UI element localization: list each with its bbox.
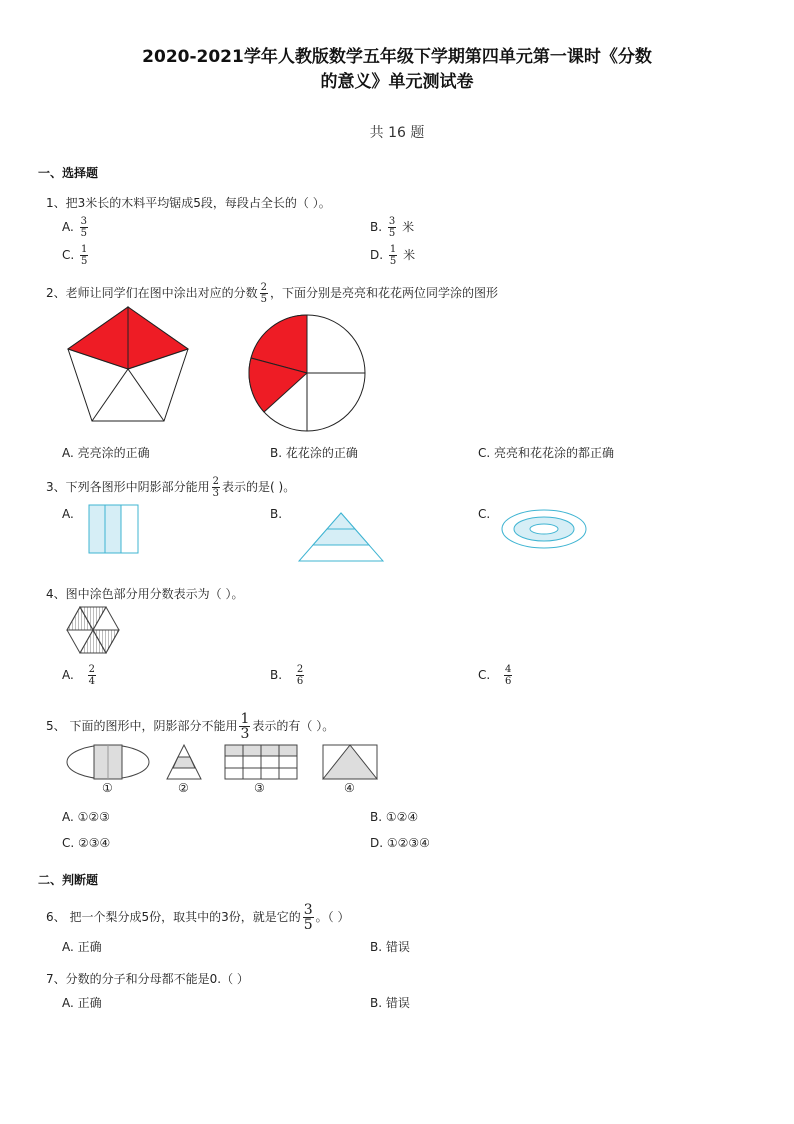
fraction: $\frac{2}{6}$ xyxy=(296,664,304,687)
q6-stem: 6、 把一个梨分成5份，取其中的3份，就是它的 $\frac{3}{5}$ 。（ ） xyxy=(46,902,350,933)
q5-stem: 5、 下面的图形中，阴影部分不能用 $\frac{1}{3}$ 表示的有（ ）。 xyxy=(46,711,335,742)
q7-option-a[interactable]: A. 正确 xyxy=(62,996,102,1010)
q6-option-b[interactable]: B. 错误 xyxy=(370,940,410,954)
q5-label-3: ③ xyxy=(254,781,265,795)
q5-option-b[interactable]: B. ①②④ xyxy=(370,810,419,824)
q2-stem: 2、老师让同学们在图中涂出对应的分数 $\frac{2}{5}$ ，下面分别是亮亮和花花两位同学涂的图形 xyxy=(46,282,499,305)
section-choice-title: 一、选择题 xyxy=(38,166,99,180)
q3-option-c[interactable]: C. xyxy=(478,507,491,521)
fraction: $\frac{1}{3}$ xyxy=(240,711,250,742)
q3-ellipse-figure xyxy=(500,508,588,550)
q1-option-d[interactable] xyxy=(370,244,415,267)
q4-hexagon-figure xyxy=(66,606,120,654)
q4-option-b[interactable] xyxy=(270,664,306,687)
option-label: B. xyxy=(370,220,383,234)
q6-option-a[interactable]: A. 正确 xyxy=(62,940,102,954)
fraction: $\frac{4}{6}$ xyxy=(505,664,512,687)
q1-option-c[interactable] xyxy=(62,244,90,267)
q4-option-c[interactable] xyxy=(478,664,514,687)
fraction: $\frac{2}{3}$ xyxy=(212,476,220,499)
q2-circle-figure xyxy=(246,314,370,432)
fraction: $\frac{2}{4}$ xyxy=(88,664,96,687)
title-line-2: 的意义》单元测试卷 xyxy=(320,72,474,92)
fraction: $\frac{3}{5}$ xyxy=(388,216,396,239)
q4-option-a[interactable] xyxy=(62,664,98,687)
q5-option-a[interactable]: A. ①②③ xyxy=(62,810,110,824)
fraction: $\frac{1}{5}$ xyxy=(81,244,88,267)
option-label: B. xyxy=(270,668,283,682)
option-label: A. xyxy=(62,220,74,234)
q7-option-b[interactable]: B. 错误 xyxy=(370,996,410,1010)
title-line-1: 2020-2021学年人教版数学五年级下学期第四单元第一课时《分数 xyxy=(142,47,652,67)
option-label: C. xyxy=(478,668,491,682)
q2-option-a[interactable]: A. 亮亮涂的正确 xyxy=(62,446,150,460)
q7-stem: 7、分数的分子和分母都不能是0.（ ） xyxy=(46,972,249,986)
q5-figure-4-rect-triangle xyxy=(322,744,378,780)
q5-figure-3-grid xyxy=(224,744,298,780)
q3-rectangle-figure xyxy=(88,504,140,554)
q3-option-a[interactable]: A. xyxy=(62,507,74,521)
q1-option-b[interactable] xyxy=(370,216,414,239)
q4-stem: 4、图中涂色部分用分数表示为（ ）。 xyxy=(46,587,244,601)
q5-figure-1-ellipse xyxy=(66,744,150,780)
fraction: $\frac{1}{5}$ xyxy=(389,244,397,267)
q3-option-b[interactable]: B. xyxy=(270,507,283,521)
q5-figure-2-triangle xyxy=(166,744,202,780)
fraction: $\frac{2}{5}$ xyxy=(260,282,268,305)
unit: 米 xyxy=(403,248,416,262)
q1-option-a[interactable] xyxy=(62,216,90,239)
option-label: D. xyxy=(370,248,384,262)
question-count: 共 16 题 xyxy=(369,125,425,141)
q5-label-2: ② xyxy=(178,781,189,795)
q3-triangle-figure xyxy=(298,512,384,562)
option-label: A. xyxy=(62,668,74,682)
option-label: C. xyxy=(62,248,75,262)
fraction: $\frac{3}{5}$ xyxy=(80,216,88,239)
fraction: $\frac{3}{5}$ xyxy=(303,902,313,933)
unit: 米 xyxy=(402,220,415,234)
q2-option-c[interactable]: C. 亮亮和花花涂的都正确 xyxy=(478,446,615,460)
q2-option-b[interactable]: B. 花花涂的正确 xyxy=(270,446,358,460)
q5-label-4: ④ xyxy=(344,781,355,795)
q5-option-d[interactable]: D. ①②③④ xyxy=(370,836,430,850)
q2-pentagon-figure xyxy=(66,305,190,425)
q1-stem: 1、把3米长的木料平均锯成5段，每段占全长的（ ）。 xyxy=(46,196,331,210)
q5-label-1: ① xyxy=(102,781,113,795)
section-judge-title: 二、判断题 xyxy=(38,873,99,887)
q5-option-c[interactable]: C. ②③④ xyxy=(62,836,111,850)
q3-stem: 3、下列各图形中阴影部分能用 $\frac{2}{3}$ 表示的是( )。 xyxy=(46,476,296,499)
